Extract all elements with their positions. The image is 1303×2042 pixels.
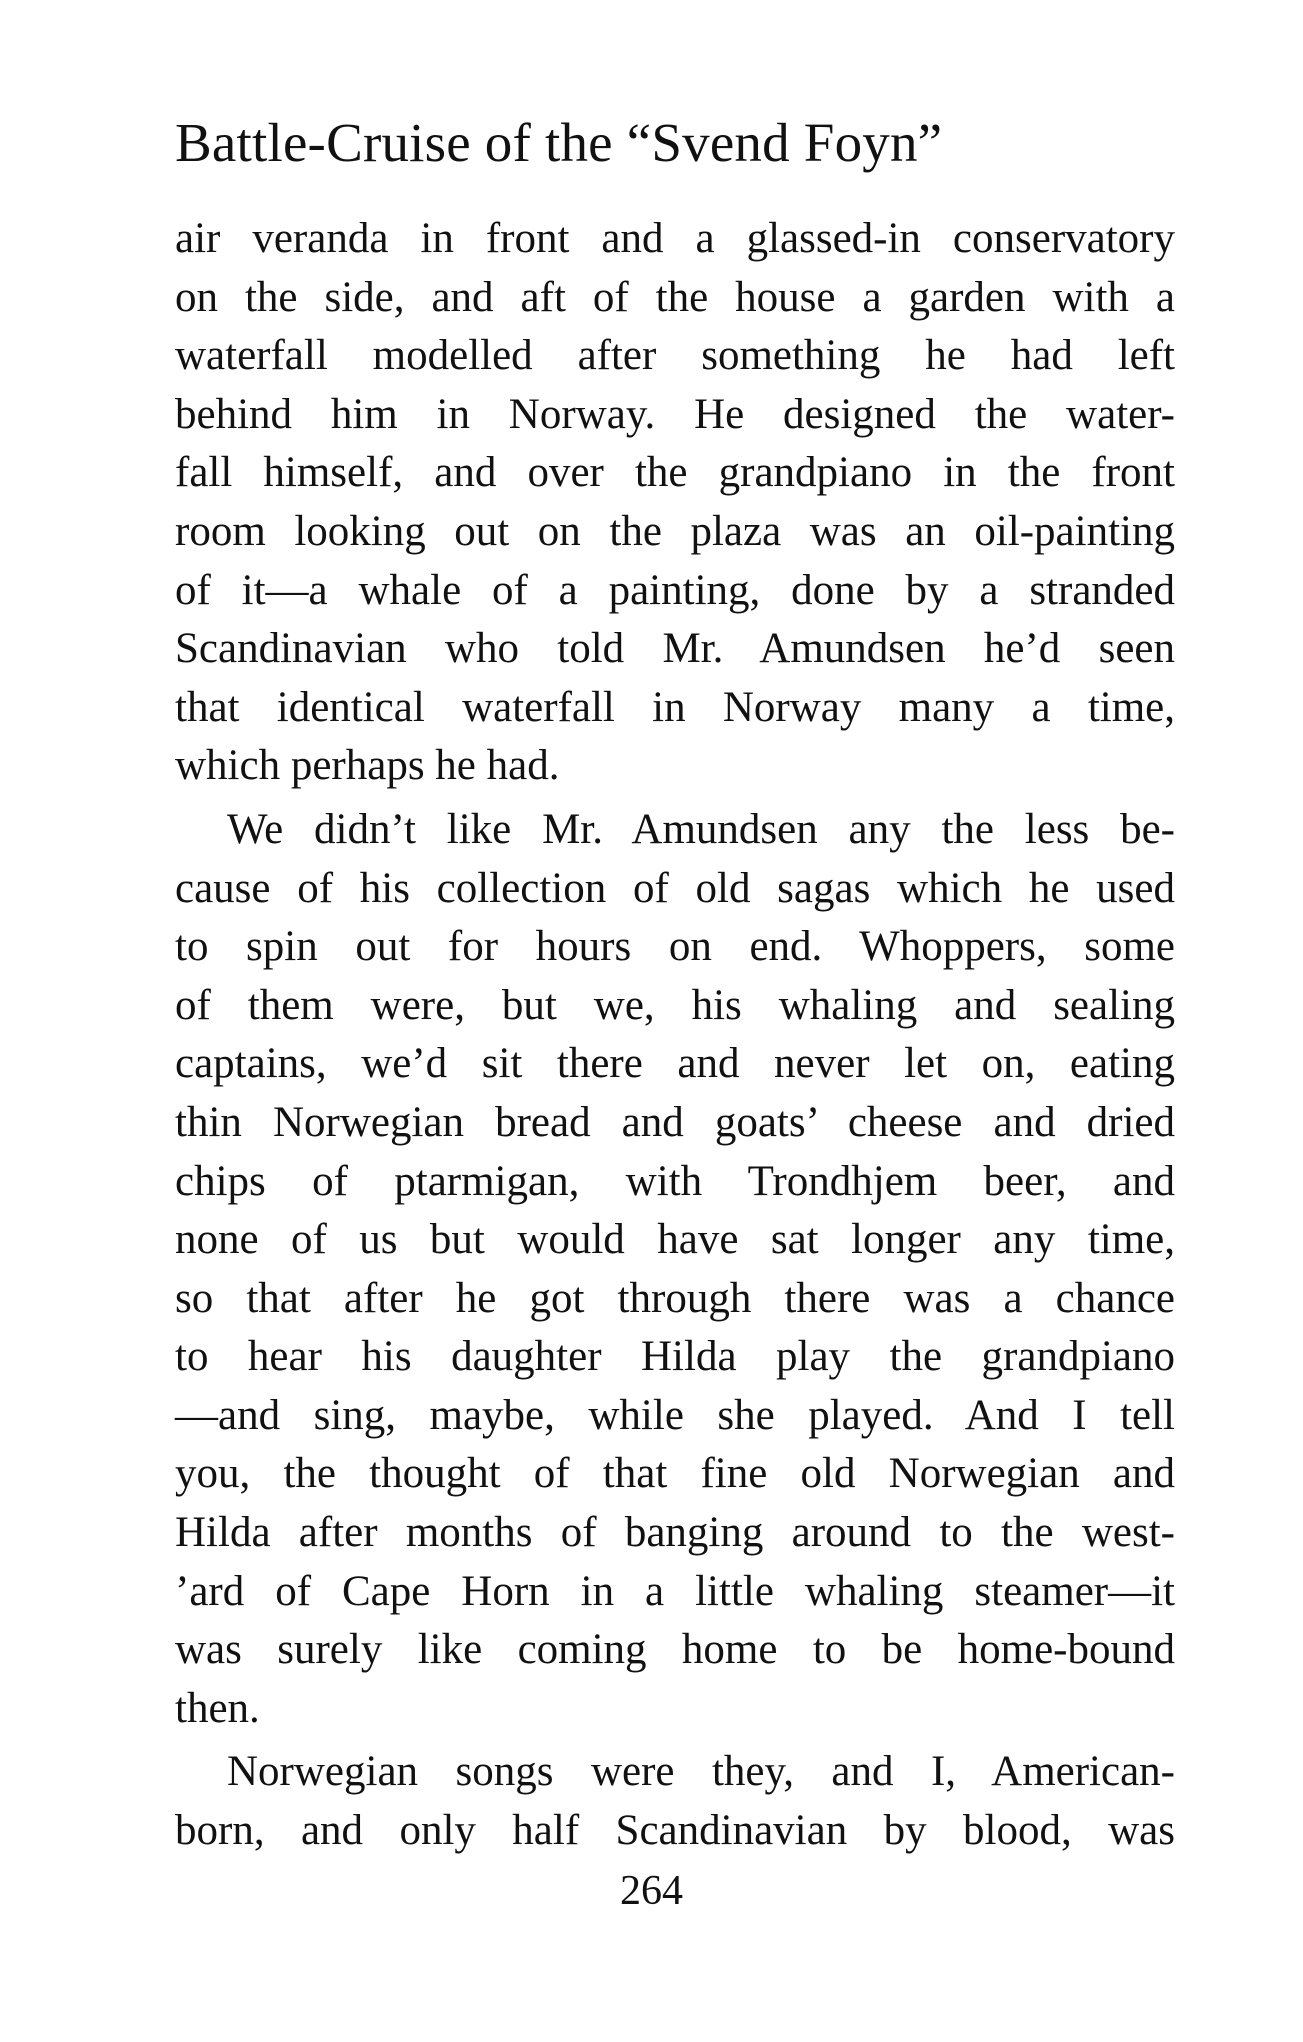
- paragraph-1: [175, 210, 1175, 796]
- paragraph-2: [175, 801, 1175, 1739]
- text-line: which perhaps he had.: [175, 742, 560, 790]
- text-line: Scandinavian who told Mr. Amundsen he’d seen: [175, 625, 1175, 673]
- text-line: air veranda in front and a glassed-in conservatory: [175, 215, 1175, 262]
- page-number: 264: [620, 1868, 683, 1914]
- text-line: to hear his daughter Hilda play the grandpiano: [175, 1333, 1175, 1381]
- text-line: behind him in Norway. He designed the water-: [175, 390, 1175, 438]
- text-line: We didn’t like Mr. Amundsen any the less be-: [227, 805, 1175, 853]
- text-line: waterfall modelled after something he had left: [175, 332, 1175, 380]
- text-line: Norwegian songs were they, and I, American-: [227, 1748, 1175, 1796]
- text-line: on the side, and aft of the house a garden with a: [175, 273, 1175, 321]
- text-line: of it—a whale of a painting, done by a stranded: [175, 566, 1175, 614]
- text-line: none of us but would have sat longer any time,: [175, 1216, 1175, 1264]
- text-line: cause of his collection of old sagas which he used: [175, 864, 1175, 912]
- text-line: of them were, but we, his whaling and sealing: [175, 981, 1175, 1029]
- body-text: [175, 210, 1175, 1861]
- text-line: Hilda after months of banging around to the west-: [175, 1509, 1175, 1557]
- text-line: room looking out on the plaza was an oil-painting: [175, 507, 1175, 555]
- text-line: to spin out for hours on end. Whoppers, some: [175, 923, 1175, 971]
- text-line: was surely like coming home to be home-bound: [175, 1626, 1175, 1674]
- running-head: Battle-Cruise of the “Svend Foyn”: [175, 112, 943, 173]
- text-line: chips of ptarmigan, with Trondhjem beer, and: [175, 1157, 1175, 1205]
- text-line: so that after he got through there was a chance: [175, 1274, 1175, 1322]
- text-line: ’ard of Cape Horn in a little whaling steamer—it: [175, 1567, 1175, 1615]
- text-line: that identical waterfall in Norway many a time,: [175, 683, 1175, 731]
- text-line: —and sing, maybe, while she played. And I tell: [175, 1391, 1175, 1439]
- text-line: you, the thought of that fine old Norwegian and: [175, 1450, 1175, 1498]
- text-line: captains, we’d sit there and never let on, eating: [175, 1040, 1175, 1088]
- text-line: born, and only half Scandinavian by blood, was: [175, 1807, 1175, 1855]
- text-line: fall himself, and over the grandpiano in the front: [175, 449, 1175, 497]
- paragraph-3: [175, 1743, 1175, 1860]
- text-line: then.: [175, 1684, 260, 1732]
- text-line: thin Norwegian bread and goats’ cheese and dried: [175, 1098, 1175, 1146]
